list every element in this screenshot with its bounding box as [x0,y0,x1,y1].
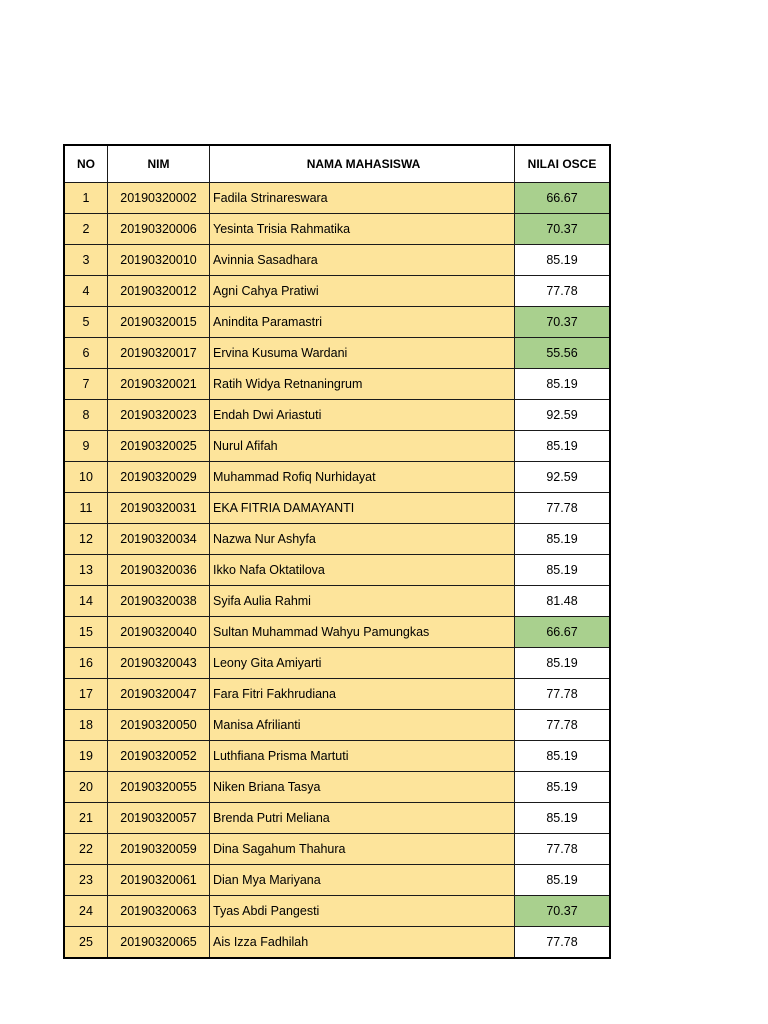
table-row [64,493,610,524]
row-score: 85.19 [515,648,611,679]
row-no: 23 [64,865,108,896]
table-row [64,772,610,803]
row-score: 85.19 [515,865,611,896]
row-nim: 20190320036 [108,555,210,586]
row-nim: 20190320061 [108,865,210,896]
row-score: 85.19 [515,803,611,834]
table-row [64,710,610,741]
row-nim: 20190320050 [108,710,210,741]
header-no: NO [64,145,108,183]
row-name: Agni Cahya Pratiwi [210,276,515,307]
row-name: Niken Briana Tasya [210,772,515,803]
row-no: 16 [64,648,108,679]
row-no: 8 [64,400,108,431]
row-nim: 20190320012 [108,276,210,307]
row-nim: 20190320010 [108,245,210,276]
table-row [64,927,610,959]
table-row [64,245,610,276]
header-score: NILAI OSCE [515,145,611,183]
grades-table [63,144,611,959]
row-nim: 20190320021 [108,369,210,400]
row-score: 77.78 [515,493,611,524]
table-row [64,803,610,834]
row-score: 85.19 [515,431,611,462]
row-no: 24 [64,896,108,927]
row-nim: 20190320015 [108,307,210,338]
row-name: Ervina Kusuma Wardani [210,338,515,369]
table-row [64,524,610,555]
row-name: Brenda Putri Meliana [210,803,515,834]
row-no: 10 [64,462,108,493]
row-nim: 20190320038 [108,586,210,617]
row-name: Endah Dwi Ariastuti [210,400,515,431]
row-name: Yesinta Trisia Rahmatika [210,214,515,245]
row-name: Fara Fitri Fakhrudiana [210,679,515,710]
row-nim: 20190320017 [108,338,210,369]
row-score: 85.19 [515,772,611,803]
row-score: 85.19 [515,555,611,586]
row-nim: 20190320063 [108,896,210,927]
row-nim: 20190320034 [108,524,210,555]
row-name: Manisa Afrilianti [210,710,515,741]
row-no: 4 [64,276,108,307]
header-row [64,145,610,183]
row-nim: 20190320029 [108,462,210,493]
row-no: 25 [64,927,108,959]
row-name: Leony Gita Amiyarti [210,648,515,679]
table-row [64,214,610,245]
table-row [64,369,610,400]
row-nim: 20190320023 [108,400,210,431]
row-score: 70.37 [515,307,611,338]
table-body [64,183,610,959]
row-nim: 20190320047 [108,679,210,710]
row-score: 77.78 [515,679,611,710]
row-name: Muhammad Rofiq Nurhidayat [210,462,515,493]
row-nim: 20190320057 [108,803,210,834]
row-name: Dian Mya Mariyana [210,865,515,896]
row-score: 81.48 [515,586,611,617]
table-row [64,896,610,927]
row-no: 21 [64,803,108,834]
table-row [64,431,610,462]
row-nim: 20190320002 [108,183,210,214]
table-row [64,834,610,865]
row-no: 11 [64,493,108,524]
row-name: EKA FITRIA DAMAYANTI [210,493,515,524]
table-row [64,741,610,772]
row-no: 13 [64,555,108,586]
row-nim: 20190320031 [108,493,210,524]
row-no: 17 [64,679,108,710]
table-row [64,462,610,493]
row-no: 14 [64,586,108,617]
row-no: 15 [64,617,108,648]
row-nim: 20190320055 [108,772,210,803]
row-name: Fadila Strinareswara [210,183,515,214]
row-score: 77.78 [515,834,611,865]
header-name: NAMA MAHASISWA [210,145,515,183]
row-name: Avinnia Sasadhara [210,245,515,276]
row-no: 20 [64,772,108,803]
row-name: Luthfiana Prisma Martuti [210,741,515,772]
row-nim: 20190320043 [108,648,210,679]
table-row [64,307,610,338]
table-row [64,679,610,710]
row-name: Syifa Aulia Rahmi [210,586,515,617]
table-row [64,183,610,214]
row-score: 77.78 [515,927,611,959]
table-row [64,555,610,586]
row-name: Nazwa Nur Ashyfa [210,524,515,555]
row-no: 12 [64,524,108,555]
header-nim: NIM [108,145,210,183]
row-no: 7 [64,369,108,400]
row-score: 92.59 [515,400,611,431]
row-name: Ratih Widya Retnaningrum [210,369,515,400]
table-row [64,338,610,369]
row-nim: 20190320052 [108,741,210,772]
table-row [64,276,610,307]
row-nim: 20190320040 [108,617,210,648]
row-score: 77.78 [515,276,611,307]
row-no: 22 [64,834,108,865]
row-score: 85.19 [515,741,611,772]
row-score: 70.37 [515,214,611,245]
table-row [64,865,610,896]
row-no: 6 [64,338,108,369]
row-no: 19 [64,741,108,772]
row-score: 55.56 [515,338,611,369]
row-name: Nurul Afifah [210,431,515,462]
row-score: 66.67 [515,183,611,214]
row-name: Ikko Nafa Oktatilova [210,555,515,586]
row-score: 66.67 [515,617,611,648]
row-name: Anindita Paramastri [210,307,515,338]
row-name: Sultan Muhammad Wahyu Pamungkas [210,617,515,648]
row-no: 3 [64,245,108,276]
row-score: 92.59 [515,462,611,493]
table-row [64,648,610,679]
row-nim: 20190320025 [108,431,210,462]
row-name: Ais Izza Fadhilah [210,927,515,959]
row-nim: 20190320059 [108,834,210,865]
row-nim: 20190320065 [108,927,210,959]
row-no: 9 [64,431,108,462]
row-name: Tyas Abdi Pangesti [210,896,515,927]
row-no: 1 [64,183,108,214]
row-score: 85.19 [515,524,611,555]
row-score: 85.19 [515,369,611,400]
table-row [64,400,610,431]
row-score: 77.78 [515,710,611,741]
row-no: 18 [64,710,108,741]
table-row [64,586,610,617]
row-no: 5 [64,307,108,338]
row-name: Dina Sagahum Thahura [210,834,515,865]
row-no: 2 [64,214,108,245]
row-score: 85.19 [515,245,611,276]
row-score: 70.37 [515,896,611,927]
row-nim: 20190320006 [108,214,210,245]
table-row [64,617,610,648]
